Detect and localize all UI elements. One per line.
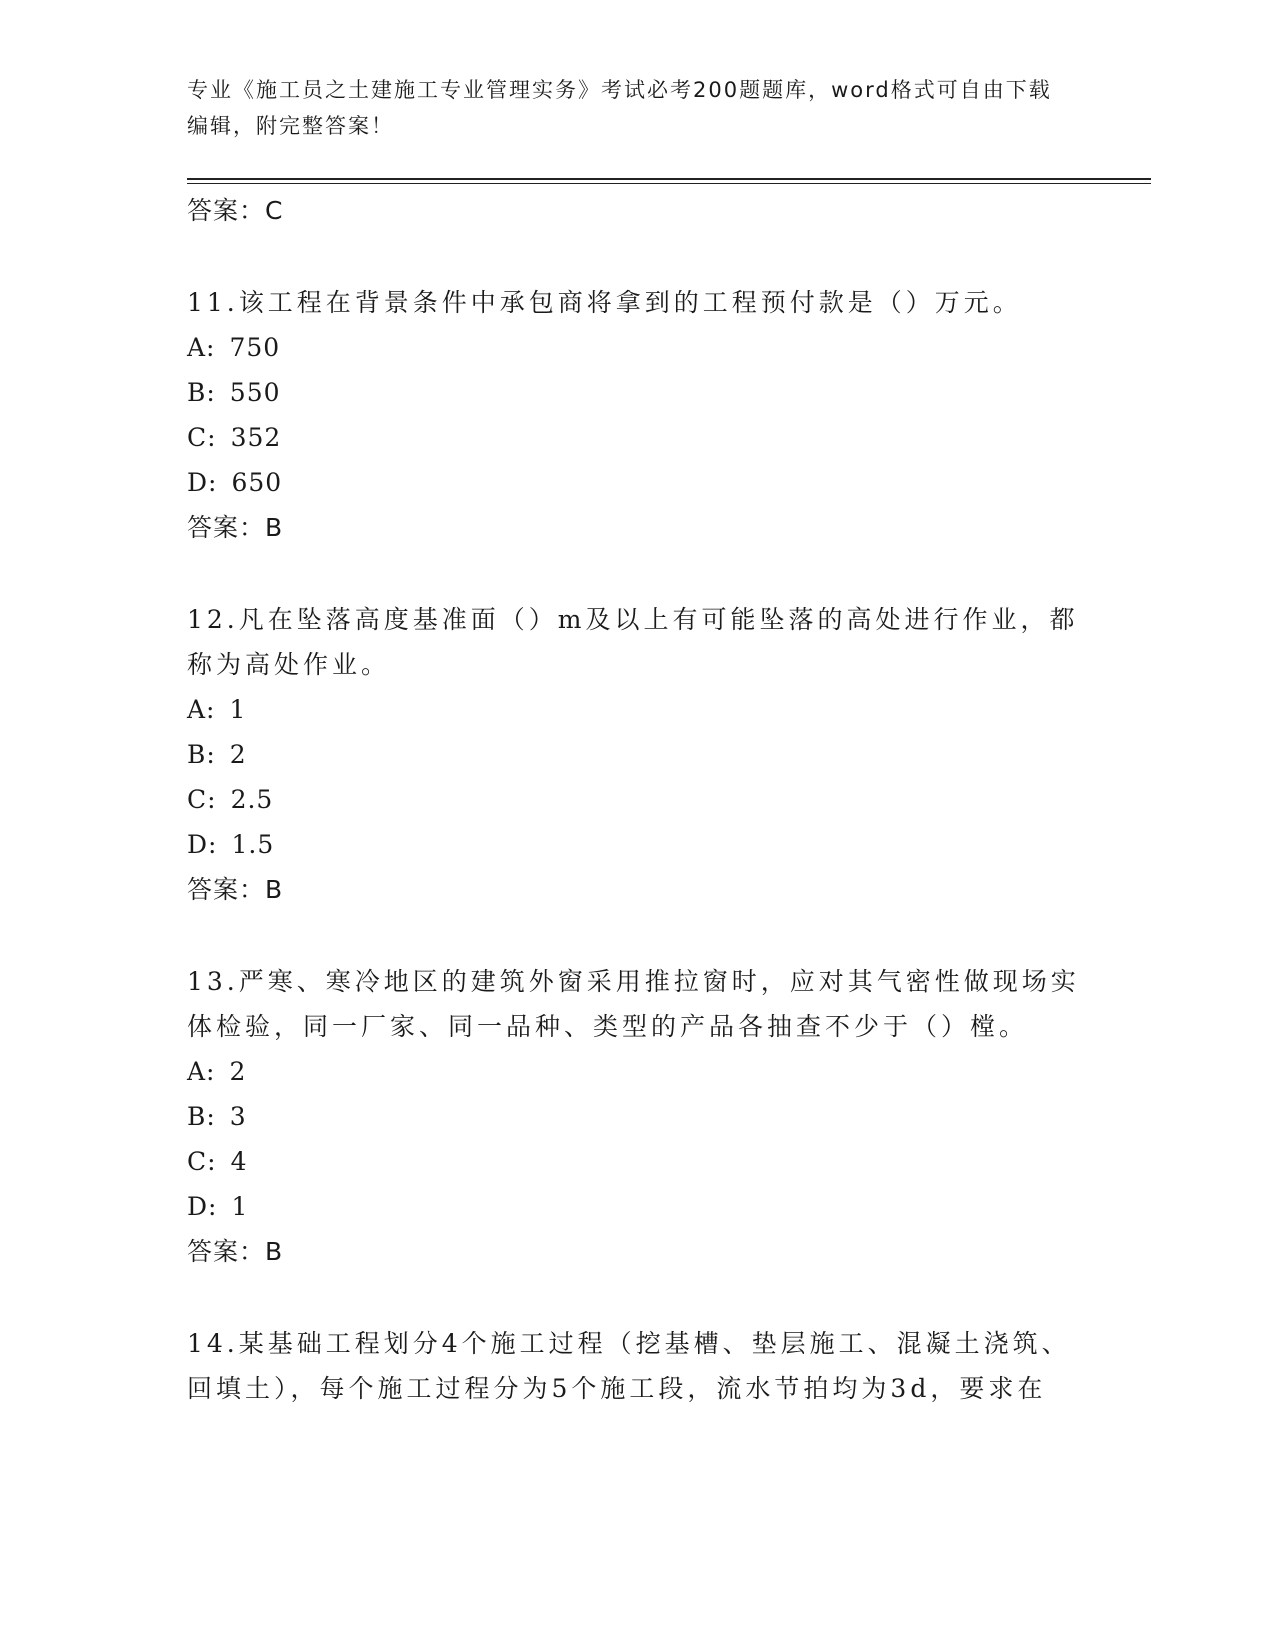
header-divider-thin	[187, 183, 1151, 184]
option-value: 4	[230, 1147, 248, 1176]
option-label: C:	[187, 785, 217, 814]
question-block	[187, 597, 1087, 912]
option-value: 2	[229, 740, 247, 769]
option-label: D:	[187, 830, 218, 859]
spacer	[187, 233, 1087, 280]
option-d	[187, 460, 1087, 505]
option-c	[187, 415, 1087, 460]
option-value: 2.5	[230, 785, 274, 814]
answer-line: 答案：B	[187, 513, 284, 542]
option-label: A:	[187, 695, 216, 724]
header-divider-thick	[187, 178, 1151, 180]
option-value: 2	[229, 1057, 247, 1086]
option-label: C:	[187, 1147, 217, 1176]
option-value: 352	[230, 423, 282, 452]
spacer	[187, 912, 1087, 959]
option-label: B:	[187, 1102, 216, 1131]
option-value: 1	[231, 1192, 249, 1221]
option-value: 550	[229, 378, 281, 407]
question-text: 14.某基础工程划分4个施工过程（挖基槽、垫层施工、混凝土浇筑、回填土），每个施工过程分为5个施工段，流水节拍均为3d，要求在	[187, 1329, 1071, 1403]
option-value: 1	[229, 695, 247, 724]
option-a	[187, 1049, 1087, 1094]
option-label: D:	[187, 468, 218, 497]
option-label: B:	[187, 740, 216, 769]
question-block	[187, 1321, 1087, 1411]
answer-line: 答案：C	[187, 196, 284, 225]
option-a	[187, 325, 1087, 370]
question-text: 11.该工程在背景条件中承包商将拿到的工程预付款是（）万元。	[187, 288, 1022, 317]
question-block	[187, 280, 1087, 550]
option-d	[187, 822, 1087, 867]
option-c	[187, 1139, 1087, 1184]
option-b	[187, 1094, 1087, 1139]
option-c	[187, 777, 1087, 822]
answer-line: 答案：B	[187, 875, 284, 904]
option-b	[187, 732, 1087, 777]
option-label: A:	[187, 333, 216, 362]
answer-line: 答案：B	[187, 1237, 284, 1266]
spacer	[187, 550, 1087, 597]
option-value: 3	[229, 1102, 247, 1131]
option-label: D:	[187, 1192, 218, 1221]
option-a	[187, 687, 1087, 732]
spacer	[187, 1274, 1087, 1321]
option-value: 750	[229, 333, 281, 362]
question-text: 13.严寒、寒冷地区的建筑外窗采用推拉窗时，应对其气密性做现场实体检验，同一厂家、同一品种、类型的产品各抽查不少于（）樘。	[187, 967, 1080, 1041]
document-header: 专业《施工员之土建施工专业管理实务》考试必考200题题库，word格式可自由下载编辑，附完整答案！	[187, 78, 1052, 138]
question-text: 12.凡在坠落高度基准面（）m及以上有可能坠落的高处进行作业，都称为高处作业。	[187, 605, 1079, 679]
document-body	[187, 188, 1087, 1411]
option-b	[187, 370, 1087, 415]
option-value: 650	[231, 468, 283, 497]
option-d	[187, 1184, 1087, 1229]
option-label: C:	[187, 423, 217, 452]
option-label: B:	[187, 378, 216, 407]
question-block	[187, 959, 1087, 1274]
option-label: A:	[187, 1057, 216, 1086]
option-value: 1.5	[231, 830, 275, 859]
